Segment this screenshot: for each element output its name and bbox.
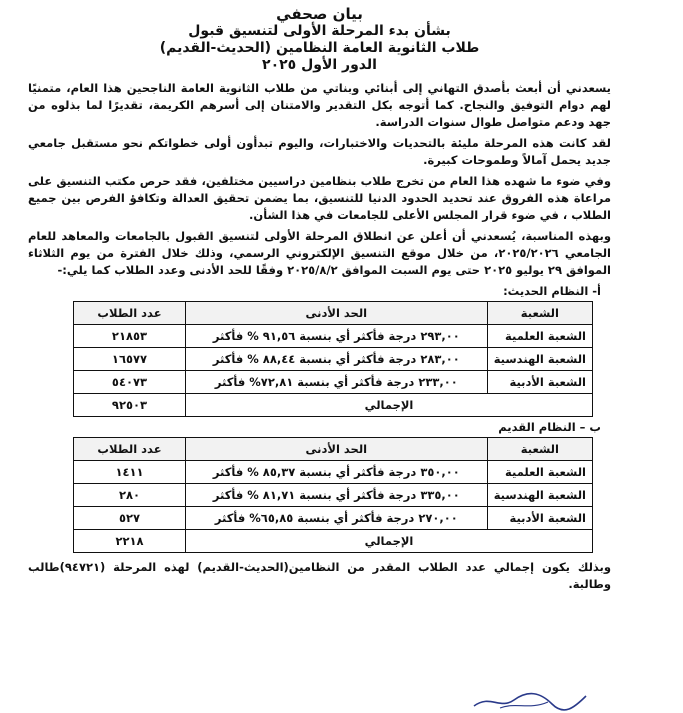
section-label-modern: أ- النظام الحديث: — [503, 284, 601, 298]
paragraph-challenges: لقد كانت هذه المرحلة مليئة بالتحديات والاختبارات، واليوم تبدأون أولى خطواتكم نحو مستقبل جامعي جديد يحمل آمالاً وطموحات كبيرة. — [28, 136, 611, 167]
cell-count: ١٤١١ — [74, 461, 186, 484]
cell-branch: الشعبة الهندسية — [487, 348, 592, 371]
table-row — [74, 348, 593, 371]
cell-branch: الشعبة الأدبية — [487, 507, 592, 530]
header-minimum: الحد الأدنى — [185, 438, 487, 461]
cell-branch: الشعبة العلمية — [487, 325, 592, 348]
table-header-row — [74, 438, 593, 461]
table-header-row — [74, 302, 593, 325]
cell-branch: الشعبة العلمية — [487, 461, 592, 484]
cell-minimum: ٣٣٥,٠٠ درجة فأكثر أي بنسبة ٨١,٧١ % فأكثر — [185, 484, 487, 507]
cell-count: ٢٨٠ — [74, 484, 186, 507]
cell-minimum: ٢٣٣,٠٠ درجة فأكثر أي بنسبة ٧٢,٨١% فأكثر — [185, 371, 487, 394]
paragraph-fairness: وفي ضوء ما شهده هذا العام من تخرج طلاب بنظامين دراسيين مختلفين، فقد حرص مكتب التنسيق على مراعاة هذه الفروق عند تحديد الحدود الدنيا للتنسيق، بما يضمن تحقيق العدالة وتكافؤ الفرص بين جميع الطلاب ، في ضوء قرار المجلس الأعلى للجامعات في هذا الشأن. — [28, 174, 611, 222]
cell-total-value: ٢٢١٨ — [74, 530, 186, 553]
paragraph-total-summary: وبذلك يكون إجمالي عدد الطلاب المقدر من النظامين(الحديث-القديم) لهذه المرحلة (٩٤٧٢١)طالب وطالبة. — [28, 560, 611, 591]
paragraph-announcement: وبهذه المناسبة، يُسعدني أن أعلن عن انطلاق المرحلة الأولى لتنسيق القبول بالجامعات والمعاهد للعام الجامعي ٢٠٢٥/٢٠٢٦، من خلال موقع التنسيق الإلكتروني الرسمي، وذلك خلال الفترة من يوم الثلاثاء الموافق ٢٩ يوليو ٢٠٢٥ حتى يوم السبت الموافق ٢٠٢٥/٨/٢ وفقًا للحد الأدنى وعدد الطلاب كما يلي:- — [28, 229, 611, 277]
cell-count: ٢١٨٥٣ — [74, 325, 186, 348]
cell-minimum: ٣٥٠,٠٠ درجة فأكثر أي بنسبة ٨٥,٣٧ % فأكثر — [185, 461, 487, 484]
cell-minimum: ٢٧٠,٠٠ درجة فأكثر أي بنسبة ٦٥,٨٥% فأكثر — [185, 507, 487, 530]
doc-round: الدور الأول ٢٠٢٥ — [262, 57, 377, 73]
table-old-system — [73, 437, 593, 553]
table-row — [74, 461, 593, 484]
cell-count: ٥٢٧ — [74, 507, 186, 530]
cell-minimum: ٢٨٣,٠٠ درجة فأكثر أي بنسبة ٨٨,٤٤ % فأكثر — [185, 348, 487, 371]
cell-count: ٥٤٠٧٣ — [74, 371, 186, 394]
cell-total-label: الإجمالي — [185, 530, 592, 553]
paragraph-congrats: يسعدني أن أبعث بأصدق التهاني إلى أبنائي وبناتي من طلاب الثانوية العامة الناجحين هذا العام، متمنيًا لهم دوام التوفيق والنجاح. كما أتوجه بكل التقدير والامتنان إلى أسرهم الكريمة، تقديرًا لما بذلوه من جهد ودعم متواصل طوال سنوات الدراسة. — [28, 81, 611, 129]
cell-count: ١٦٥٧٧ — [74, 348, 186, 371]
header-branch: الشعبة — [487, 302, 592, 325]
table-row — [74, 507, 593, 530]
title-block — [28, 6, 611, 74]
cell-branch: الشعبة الهندسية — [487, 484, 592, 507]
cell-total-label: الإجمالي — [185, 394, 592, 417]
table-total-row — [74, 394, 593, 417]
cell-branch: الشعبة الأدبية — [487, 371, 592, 394]
table-row — [74, 484, 593, 507]
table-modern-system — [73, 301, 593, 417]
doc-subtitle-1: بشأن بدء المرحلة الأولى لتنسيق قبول — [188, 23, 451, 39]
header-student-count: عدد الطلاب — [74, 438, 186, 461]
doc-title: بيان صحفي — [276, 5, 363, 23]
cell-total-value: ٩٢٥٠٣ — [74, 394, 186, 417]
header-branch: الشعبة — [487, 438, 592, 461]
doc-subtitle-2: طلاب الثانوية العامة النظامين (الحديث-القديم) — [159, 40, 480, 56]
table-row — [74, 325, 593, 348]
table-row — [74, 371, 593, 394]
signature-scribble — [470, 690, 590, 712]
header-student-count: عدد الطلاب — [74, 302, 186, 325]
cell-minimum: ٢٩٣,٠٠ درجة فأكثر أي بنسبة ٩١,٥٦ % فأكثر — [185, 325, 487, 348]
table-total-row — [74, 530, 593, 553]
header-minimum: الحد الأدنى — [185, 302, 487, 325]
section-label-old: ب – النظام القديم — [498, 420, 601, 434]
